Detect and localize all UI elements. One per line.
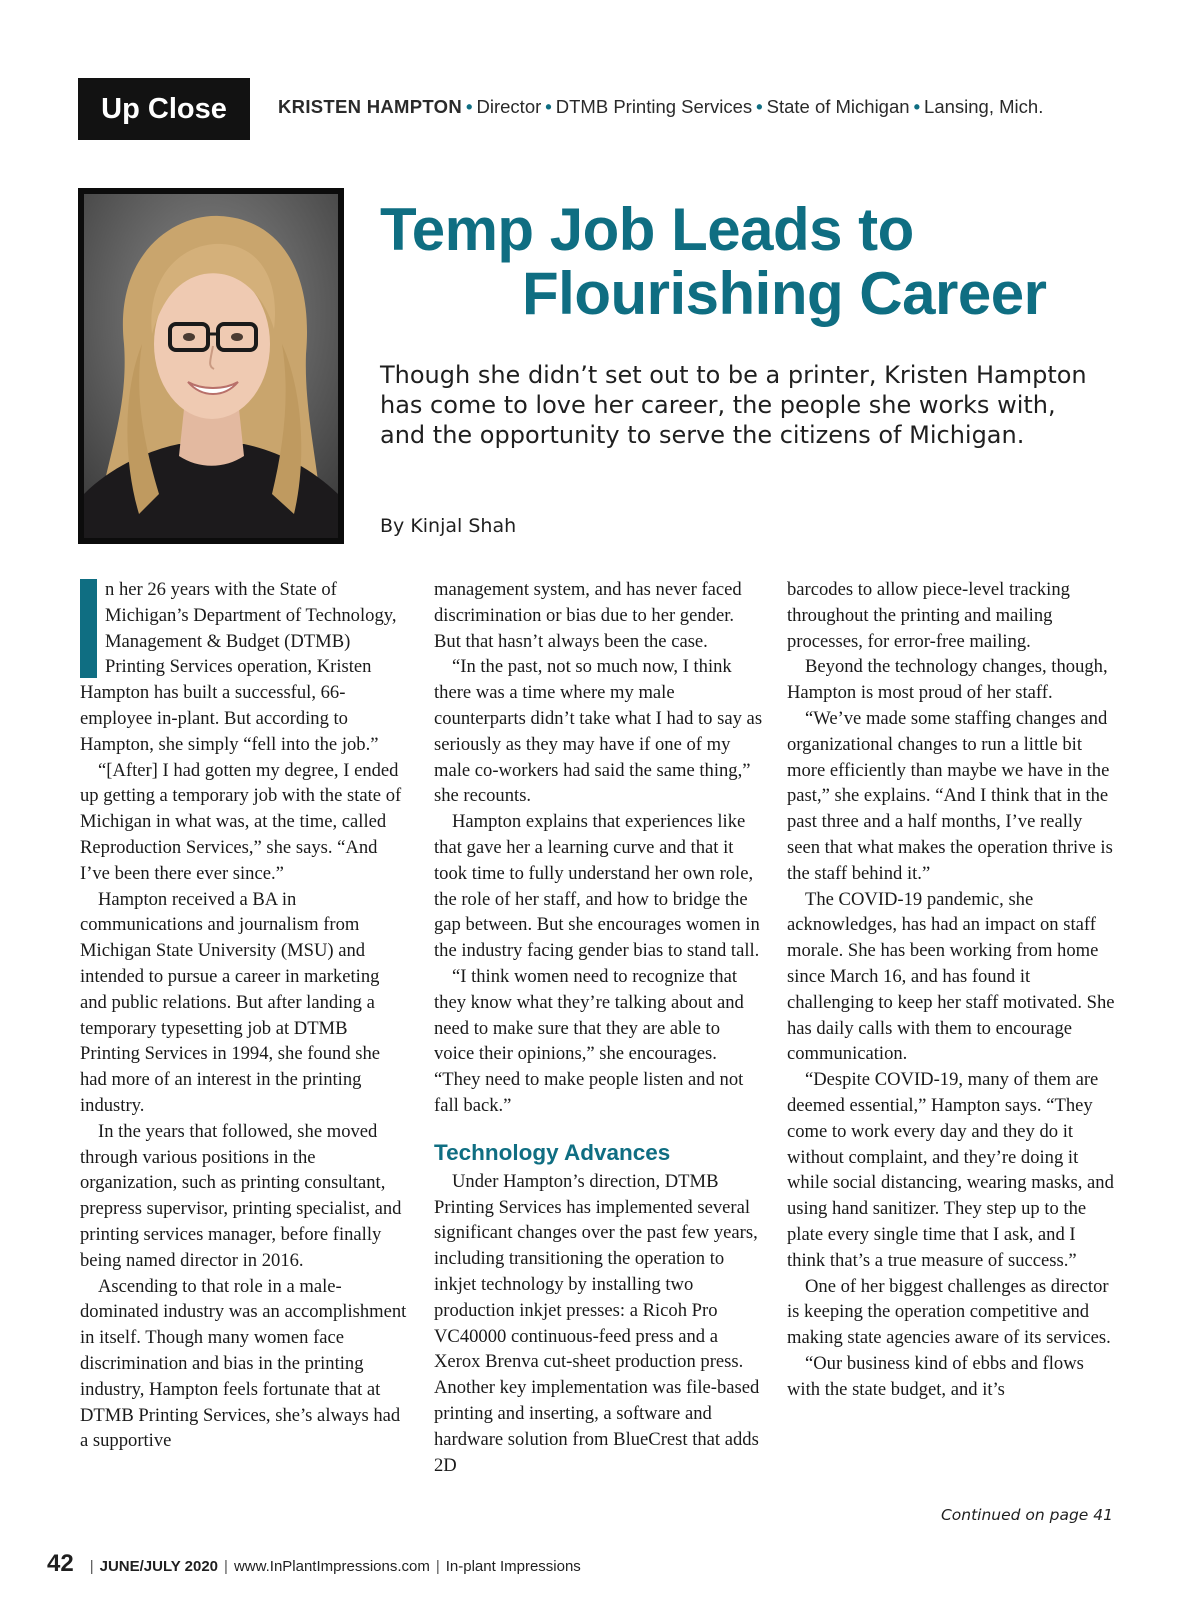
profile-location: Lansing, Mich. [924,96,1044,117]
article-column-3 [787,577,1117,1403]
paragraph: barcodes to allow piece-level tracking throughout the printing and mailing processes, for error-free mailing. [787,579,1070,652]
publication-name: In-plant Impressions [445,1558,581,1575]
paragraph: Hampton explains that experiences like that gave her a learning curve and that it took time to fully understand her own role, the role of her staff, and how to bridge the gap between. But she encourages women in the industry facing gender bias to stand tall. [434,811,760,962]
bullet-separator: • [913,96,921,117]
profile-role: Director [476,96,542,117]
profile-name: KRISTEN HAMPTON [278,96,463,117]
bullet-separator: • [756,96,763,117]
title-line-2: Flourishing Career [522,260,1047,327]
paragraph: management system, and has never faced discrimination or bias due to her gender. But that hasn’t always been the case. [434,579,742,652]
paragraph-text: n her 26 years with the State of Michigan’s Department of Technology, Management & Budget (DTMB) Printing Services operation, Kristen Hampton has built a successful, 66-employee in-plant. But according to Hampton, she simply “fell into the job.” [80,579,397,755]
paragraph: In the years that followed, she moved through various positions in the organization, such as printing consultant, prepress supervisor, printing specialist, and printing services manager, before finally being named director in 2016. [80,1120,402,1271]
footer-separator: | [435,1558,440,1575]
up-close-badge: Up Close [78,78,250,140]
article-column-2 [434,577,764,1478]
issue-date: JUNE/JULY 2020 [99,1558,219,1575]
page-number: 42 [47,1550,74,1577]
article-column-1 [80,577,410,1454]
profile-department: DTMB Printing Services [555,96,753,117]
paragraph: “I think women need to recognize that they know what they’re talking about and need to make sure that they are able to voice their opinions,” she encourages. “They need to make people listen and not fall back.” [434,965,744,1116]
paragraph [80,577,410,758]
article-deck: Though she didn’t set out to be a printer, Kristen Hampton has come to love her career, the people she works with, and the opportunity to serve the citizens of Michigan. [380,361,1087,449]
footer-separator: | [89,1558,94,1575]
profile-organization: State of Michigan [766,96,910,117]
paragraph: “Despite COVID-19, many of them are deemed essential,” Hampton says. “They come to work every day and they do it without complaint, and they’re doing it while social distancing, wearing masks, and using hand sanitizer. They step up to the plate every single time that I ask, and I think that’s a true measure of success.” [787,1069,1114,1271]
paragraph: “We’ve made some staffing changes and organizational changes to run a little bit more efficiently than maybe we have in the past,” she explains. “And I think that in the past three and a half months, I’ve really seen that what makes the operation thrive is the staff behind it.” [787,707,1113,884]
bullet-separator: • [466,96,473,117]
section-subhead: Technology Advances [434,1139,671,1165]
paragraph: Ascending to that role in a male-dominated industry was an accomplishment in itself. Though many women face discrimination and bias in the printing industry, Hampton feels fortunate that at DTMB Printing Services, she’s always had a supportive [80,1275,407,1452]
article-title [380,198,1120,326]
paragraph: One of her biggest challenges as director is keeping the operation competitive and making state agencies aware of its services. [787,1275,1111,1349]
continued-note: Continued on page 41 [940,1506,1113,1524]
paragraph: “[After] I had gotten my degree, I ended up getting a temporary job with the state of Michigan in what was, at the time, called Reproduction Services,” she says. “And I’ve been there ever since.” [80,759,402,884]
portrait-photo [78,188,344,544]
paragraph: Under Hampton’s direction, DTMB Printing Services has implemented several significant changes over the past few years, including transitioning the operation to inkjet technology by installing two production inkjet presses: a Ricoh Pro VC40000 continuous-feed press and a Xerox Brenva cut-sheet production press. Another key implementation was file-based printing and inserting, a software and hardware solution from BlueCrest that adds 2D [434,1170,760,1476]
paragraph: Beyond the technology changes, though, Hampton is most proud of her staff. [787,656,1108,704]
page-footer [47,1550,581,1578]
footer-separator: | [224,1558,228,1575]
profile-header [278,96,1043,118]
title-line-1: Temp Job Leads to [380,196,914,263]
paragraph: The COVID-19 pandemic, she acknowledges, has had an impact on staff morale. She has been working from home since March 16, and has found it challenging to keep her staff motivated. She has daily calls with them to encourage communication. [787,888,1115,1065]
drop-cap-i: I [80,579,97,678]
paragraph: Hampton received a BA in communications and journalism from Michigan State University (MSU) and intended to pursue a career in marketing and public relations. But after landing a temporary typesetting job at DTMB Printing Services in 1994, she found she had more of an interest in the printing industry. [80,888,381,1116]
website-link[interactable]: www.InPlantImpressions.com [233,1558,430,1575]
article-byline: By Kinjal Shah [380,515,517,537]
paragraph: “Our business kind of ebbs and flows with the state budget, and it’s [787,1352,1084,1400]
bullet-separator: • [545,96,552,117]
paragraph: “In the past, not so much now, I think there was a time where my male counterparts didn’t take what I had to say as seriously as they may have if one of my male co-workers had said the same thing,” she recounts. [434,656,763,807]
